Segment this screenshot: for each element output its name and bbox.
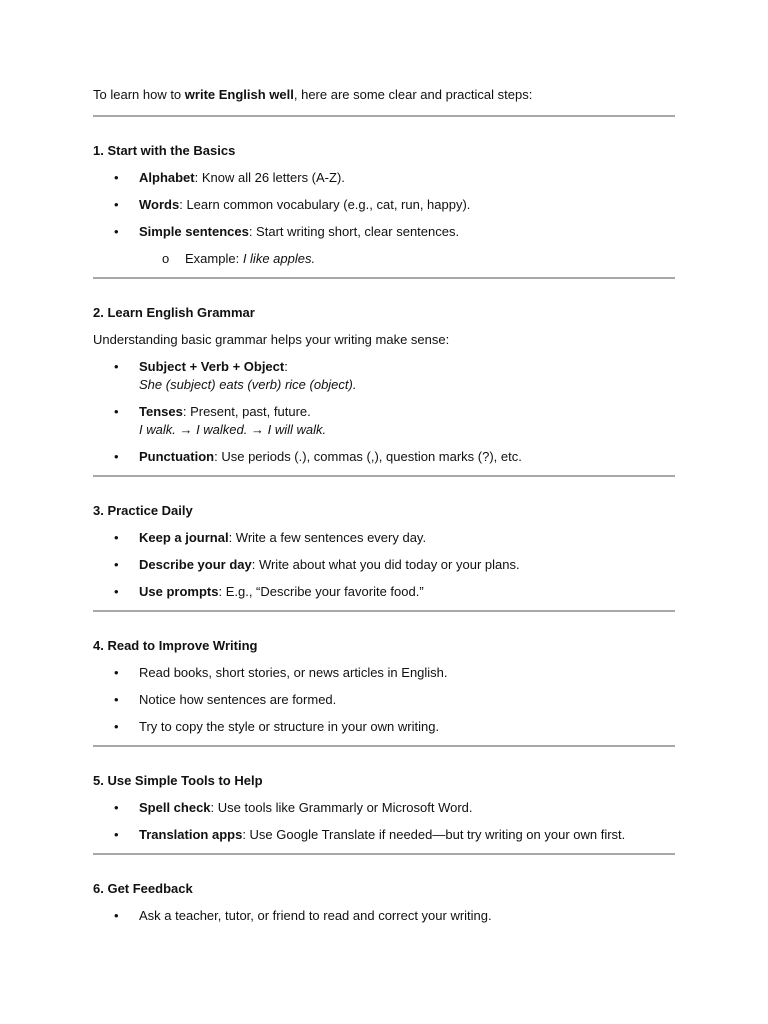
bullet-list bbox=[93, 529, 675, 601]
section-description: Understanding basic grammar helps your writing make sense: bbox=[93, 332, 450, 347]
list-item bbox=[93, 403, 675, 439]
item-text: : E.g., “Describe your favorite food.” bbox=[218, 584, 424, 599]
item-text: : Use tools like Grammarly or Microsoft Word. bbox=[210, 800, 473, 815]
list-item bbox=[93, 169, 675, 187]
section-basics bbox=[93, 117, 675, 268]
section-tools bbox=[93, 747, 675, 844]
section-heading: 3. Practice Daily bbox=[93, 503, 193, 518]
item-term: Keep a journal bbox=[139, 530, 229, 545]
section-heading: 6. Get Feedback bbox=[93, 881, 193, 896]
item-term: Punctuation bbox=[139, 449, 215, 464]
sub-item-label: Example: bbox=[185, 251, 243, 266]
item-term: Describe your day bbox=[139, 557, 252, 572]
sub-item-example: I like apples. bbox=[242, 251, 316, 266]
item-text: : Learn common vocabulary (e.g., cat, run, happy). bbox=[179, 197, 471, 212]
section-practice bbox=[93, 477, 675, 601]
list-item bbox=[93, 583, 675, 601]
item-text: Read books, short stories, or news articles in English. bbox=[139, 665, 448, 680]
intro-emphasis: write English well bbox=[184, 87, 294, 102]
list-item bbox=[93, 907, 675, 925]
item-text: Notice how sentences are formed. bbox=[139, 692, 337, 707]
list-item bbox=[93, 664, 675, 682]
section-heading: 1. Start with the Basics bbox=[93, 143, 236, 158]
item-example: She (subject) eats (verb) rice (object). bbox=[139, 377, 357, 392]
list-item bbox=[93, 826, 675, 844]
sub-list bbox=[139, 250, 675, 268]
bullet-list bbox=[93, 907, 675, 925]
bullet-list bbox=[93, 799, 675, 844]
item-text: : Start writing short, clear sentences. bbox=[248, 224, 460, 239]
item-term: Translation apps bbox=[139, 827, 243, 842]
list-item bbox=[93, 556, 675, 574]
intro-text-before: To learn how to bbox=[93, 87, 185, 102]
section-reading bbox=[93, 612, 675, 736]
item-term: Alphabet bbox=[139, 170, 195, 185]
bullet-list bbox=[93, 169, 675, 268]
item-text: Try to copy the style or structure in your own writing. bbox=[139, 719, 440, 734]
item-term: Subject + Verb + Object bbox=[139, 359, 285, 374]
item-text: : Write about what you did today or your plans. bbox=[251, 557, 520, 572]
item-text: Ask a teacher, tutor, or friend to read and correct your writing. bbox=[139, 908, 492, 923]
item-term: Tenses bbox=[139, 404, 183, 419]
document bbox=[93, 86, 675, 925]
list-item bbox=[93, 799, 675, 817]
item-term: Use prompts bbox=[139, 584, 219, 599]
item-example: I walk. → I walked. → I will walk. bbox=[139, 422, 327, 437]
intro-text-after: , here are some clear and practical steps: bbox=[293, 87, 533, 102]
list-item bbox=[93, 448, 675, 466]
list-item bbox=[93, 223, 675, 268]
item-term: Words bbox=[139, 197, 180, 212]
bullet-list bbox=[93, 358, 675, 466]
section-heading: 5. Use Simple Tools to Help bbox=[93, 773, 263, 788]
intro-paragraph bbox=[93, 86, 675, 106]
item-text: : Use periods (.), commas (,), question marks (?), etc. bbox=[214, 449, 522, 464]
bullet-list bbox=[93, 664, 675, 736]
item-term: Simple sentences bbox=[139, 224, 249, 239]
section-heading: 2. Learn English Grammar bbox=[93, 305, 255, 320]
sub-list-item bbox=[139, 250, 675, 268]
list-item bbox=[93, 691, 675, 709]
section-feedback bbox=[93, 855, 675, 925]
item-text: : Write a few sentences every day. bbox=[228, 530, 427, 545]
section-heading: 4. Read to Improve Writing bbox=[93, 638, 258, 653]
item-text: : bbox=[284, 359, 288, 374]
item-text: : Know all 26 letters (A-Z). bbox=[194, 170, 345, 185]
item-text: : Use Google Translate if needed—but try writing on your own first. bbox=[242, 827, 626, 842]
list-item bbox=[93, 718, 675, 736]
item-text: : Present, past, future. bbox=[182, 404, 311, 419]
list-item bbox=[93, 529, 675, 547]
section-grammar bbox=[93, 279, 675, 466]
list-item bbox=[93, 358, 675, 394]
list-item bbox=[93, 196, 675, 214]
item-term: Spell check bbox=[139, 800, 211, 815]
